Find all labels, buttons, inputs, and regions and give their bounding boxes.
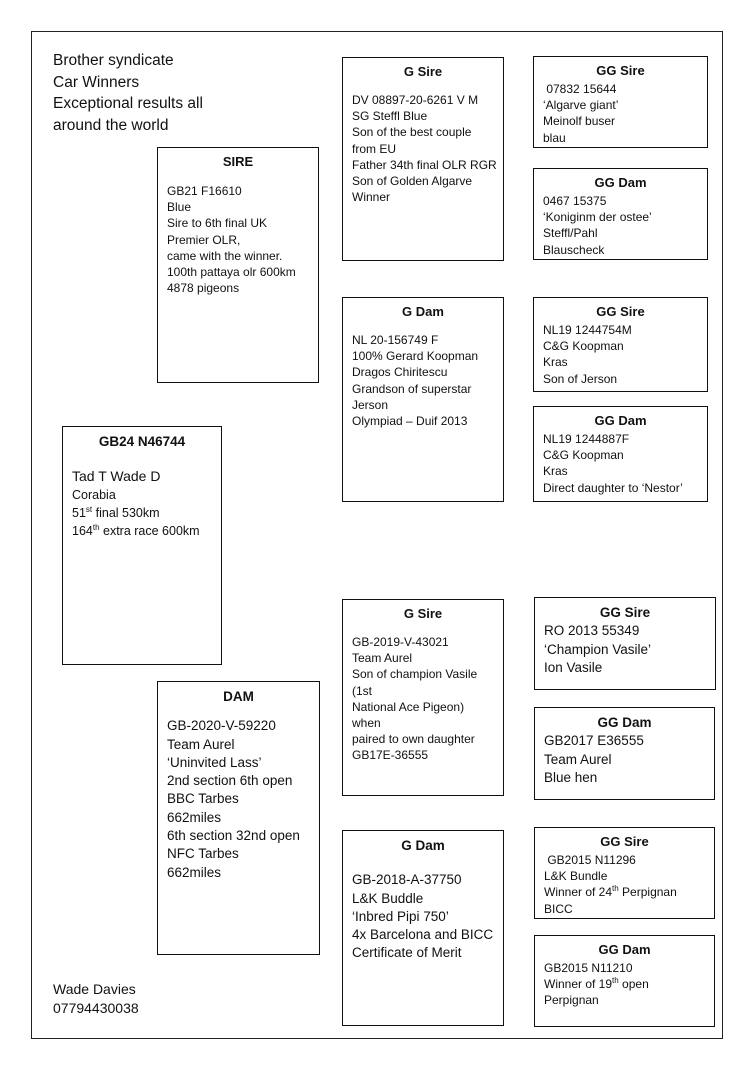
- gg-dam-box-4: [533, 406, 708, 502]
- sire-gdam-line: 100% Gerard Koopman: [352, 349, 479, 364]
- gg-line: GB2017 E36555: [544, 733, 644, 749]
- sire-gdam-title: G Dam: [402, 304, 444, 319]
- sire-title: SIRE: [222, 154, 254, 169]
- dam-line: 6th section 32nd open: [167, 828, 300, 844]
- dam-gsire-line: (1st: [352, 683, 373, 698]
- header-text: [53, 50, 203, 136]
- gg-line: BICC: [544, 901, 573, 916]
- dam-gdam-line: GB-2018-A-37750: [352, 872, 462, 888]
- sire-gsire-line: Son of the best couple: [352, 125, 472, 140]
- footer-contact: [53, 980, 139, 1018]
- gg-dam-box-8: [534, 935, 715, 1027]
- sire-line: 4878 pigeons: [167, 281, 240, 296]
- sire-gdam-line: Olympiad – Duif 2013: [352, 414, 468, 429]
- gg-line: RO 2013 55349: [544, 623, 640, 639]
- sire-line: Premier OLR,: [167, 232, 241, 247]
- gg-line: Meinolf buser: [543, 114, 616, 129]
- gg-title: GG Sire: [599, 605, 651, 620]
- gg-line: Ion Vasile: [544, 659, 603, 675]
- dam-gsire-line: paired to own daughter: [352, 732, 475, 747]
- gg-sire-box-1: [533, 56, 708, 148]
- gg-line: ‘Algarve giant’: [543, 98, 619, 113]
- gg-line: C&G Koopman: [543, 448, 624, 463]
- dam-gsire-line: GB17E-36555: [352, 748, 429, 763]
- gg-line: Winner of 24th Perpignan: [544, 884, 677, 900]
- gg-title: GG Dam: [598, 942, 651, 957]
- dam-line: 2nd section 6th open: [167, 773, 293, 789]
- gg-line: Son of Jerson: [543, 371, 618, 386]
- gg-line: Steffl/Pahl: [543, 226, 598, 241]
- dam-gsire-line: Team Aurel: [352, 651, 413, 666]
- sire-gsire-title: G Sire: [403, 64, 443, 79]
- dam-gsire-line: Son of champion Vasile: [352, 667, 478, 682]
- sire-gdam-line: Grandson of superstar: [352, 381, 472, 396]
- gg-line: 0467 15375: [543, 194, 607, 208]
- dam-title: DAM: [223, 689, 254, 704]
- dam-gsire-title: G Sire: [403, 606, 443, 621]
- dam-gdam-line: 4x Barcelona and BICC: [352, 927, 494, 943]
- dam-gdam-line: L&K Buddle: [352, 890, 424, 906]
- dam-gsire-box: [342, 599, 504, 796]
- header-line: around the world: [53, 116, 169, 134]
- gg-title: GG Sire: [596, 63, 645, 78]
- gg-line: Blue hen: [544, 769, 598, 785]
- dam-gdam-line: Certificate of Merit: [352, 945, 462, 961]
- gg-title: GG Dam: [597, 715, 652, 730]
- gg-line: GB2015 N11296: [544, 853, 636, 867]
- gg-line: NL19 1244887F: [543, 432, 630, 446]
- dam-line: BBC Tarbes: [167, 791, 239, 807]
- dam-line: 662miles: [167, 809, 222, 825]
- dam-line: 662miles: [167, 864, 222, 880]
- bird-line: 164th extra race 600km: [72, 523, 200, 539]
- gg-line: ‘Koniginm der ostee’: [543, 210, 652, 225]
- sire-gdam-line: Jerson: [352, 397, 389, 412]
- header-line: Car Winners: [53, 73, 140, 91]
- gg-title: GG Dam: [594, 413, 647, 428]
- bird-line: 51st final 530km: [72, 504, 160, 520]
- dam-gdam-line: ‘Inbred Pipi 750’: [352, 908, 449, 924]
- gg-line: C&G Koopman: [543, 339, 624, 354]
- header-line: Brother syndicate: [53, 52, 174, 69]
- dam-box: [157, 681, 320, 955]
- gg-line: Blauscheck: [543, 242, 605, 257]
- gg-title: GG Dam: [594, 175, 647, 190]
- gg-dam-box-2: [533, 168, 708, 260]
- dam-gsire-line: National Ace Pigeon): [352, 699, 465, 714]
- sire-gsire-line: DV 08897-20-6261 V M: [352, 93, 479, 107]
- gg-sire-box-7: [534, 827, 715, 919]
- gg-line: L&K Bundle: [544, 869, 608, 884]
- sire-gdam-line: Dragos Chiritescu: [352, 365, 448, 380]
- gg-title: GG Sire: [600, 834, 649, 849]
- gg-sire-box-3: [533, 297, 708, 392]
- bird-box: [62, 426, 222, 665]
- dam-gsire-line: GB-2019-V-43021: [352, 635, 449, 649]
- gg-line: NL19 1244754M: [543, 323, 632, 337]
- dam-line: Team Aurel: [167, 736, 235, 752]
- gg-line: GB2015 N11210: [544, 961, 633, 975]
- sire-gdam-box: [342, 297, 504, 502]
- sire-box: [157, 147, 319, 383]
- gg-line: blau: [543, 130, 566, 145]
- dam-line: NFC Tarbes: [167, 846, 239, 862]
- gg-line: Team Aurel: [544, 751, 612, 767]
- gg-line: Kras: [543, 355, 568, 370]
- gg-line: Kras: [543, 464, 568, 479]
- sire-gsire-line: SG Steffl Blue: [352, 109, 428, 124]
- bird-title: GB24 N46744: [98, 434, 186, 449]
- header-line: Exceptional results all: [53, 95, 203, 112]
- bird-line: Tad T Wade D: [72, 468, 161, 485]
- dam-gdam-box: [342, 830, 504, 1026]
- sire-gsire-line: Winner: [352, 190, 391, 205]
- dam-line: GB-2020-V-59220: [167, 718, 276, 734]
- sire-gsire-box: [342, 57, 504, 261]
- sire-line: 100th pattaya olr 600km: [167, 265, 296, 280]
- sire-line: GB21 F16610: [167, 184, 242, 198]
- gg-sire-box-5: [534, 597, 716, 690]
- gg-line: ‘Champion Vasile’: [544, 641, 652, 657]
- dam-line: ‘Uninvited Lass’: [167, 754, 262, 770]
- gg-dam-box-6: [534, 707, 715, 800]
- sire-line: Blue: [167, 200, 192, 215]
- dam-gsire-line: when: [352, 716, 381, 731]
- gg-title: GG Sire: [596, 304, 645, 319]
- bird-line: Corabia: [72, 487, 116, 502]
- dam-gdam-title: G Dam: [401, 838, 445, 853]
- gg-line: Perpignan: [544, 993, 599, 1008]
- sire-gsire-line: Son of Golden Algarve: [352, 174, 473, 189]
- footer-name: Wade Davies: [53, 981, 136, 997]
- gg-line: Winner of 19th open: [544, 976, 649, 992]
- gg-line: Direct daughter to ‘Nestor’: [543, 480, 683, 495]
- footer-phone: 07794430038: [53, 1000, 139, 1016]
- sire-gsire-line: from EU: [352, 141, 397, 156]
- sire-gsire-line: Father 34th final OLR RGR: [352, 157, 497, 172]
- sire-line: Sire to 6th final UK: [167, 216, 268, 231]
- gg-line: 07832 15644: [543, 82, 617, 96]
- sire-line: came with the winner.: [167, 248, 283, 263]
- sire-gdam-line: NL 20-156749 F: [352, 333, 439, 347]
